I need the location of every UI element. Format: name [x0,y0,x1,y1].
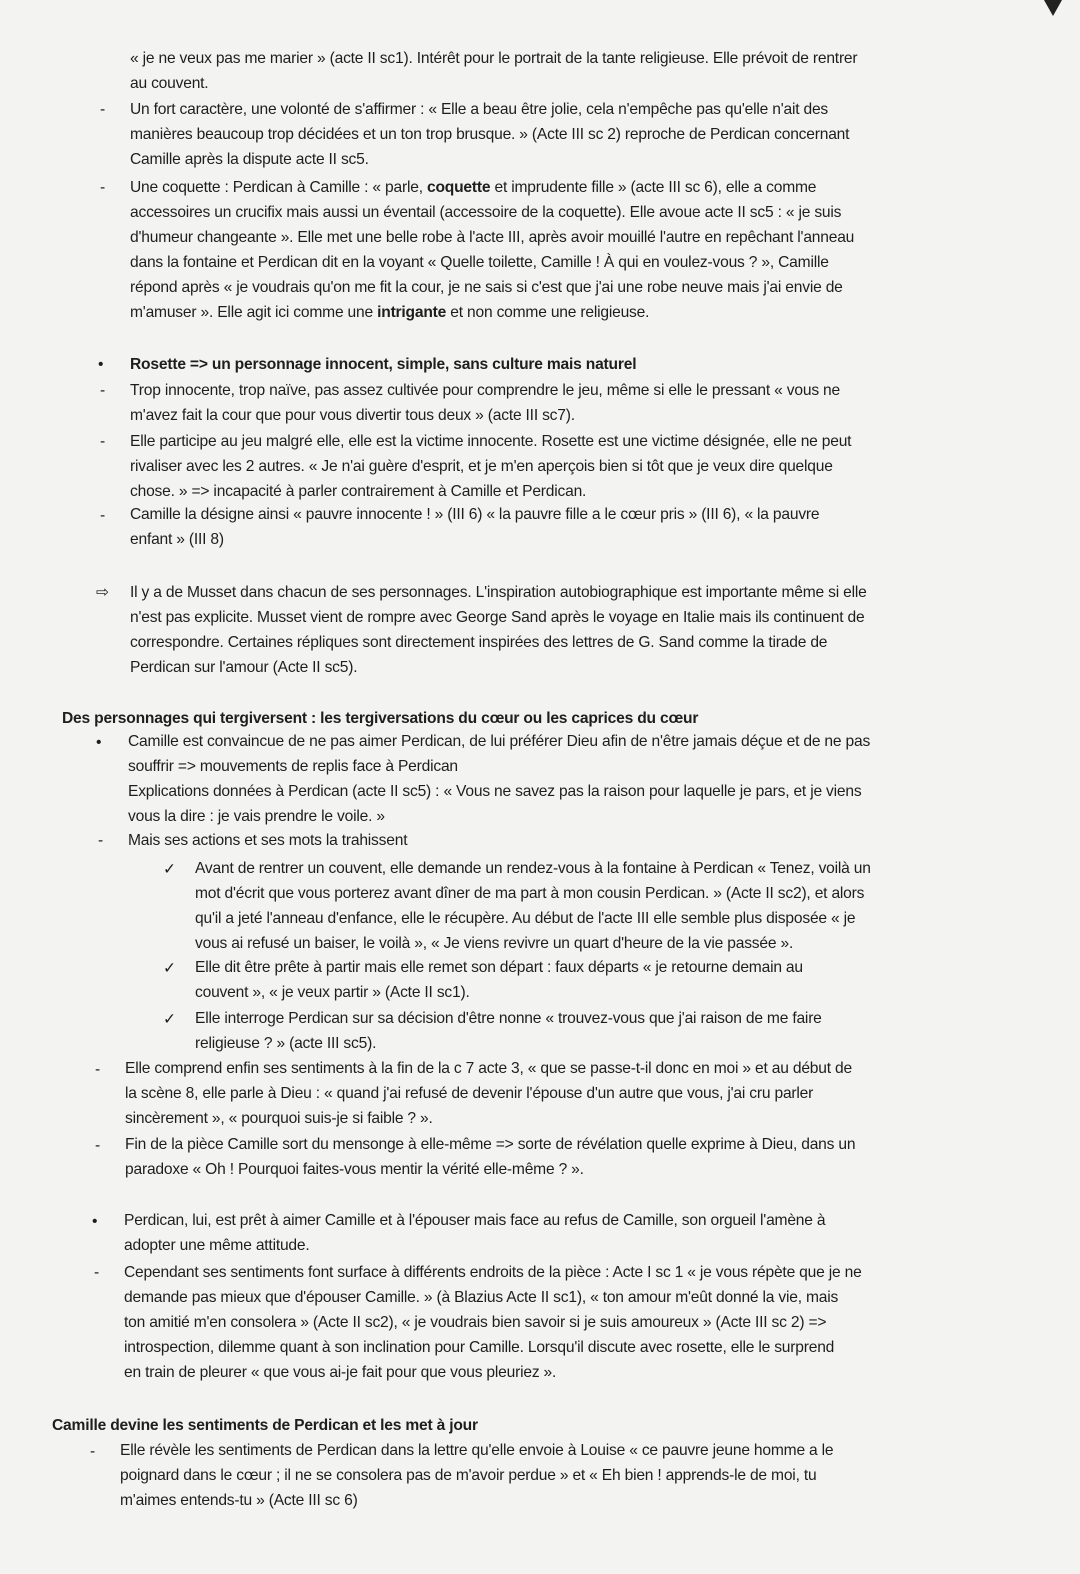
text-line: Perdican sur l'amour (Acte II sc5). [130,659,358,676]
paragraph [130,46,857,96]
text-line: religieuse ? » (acte III sc5). [195,1035,377,1052]
text-line: Mais ses actions et ses mots la trahissent [128,832,408,849]
paragraph [130,378,840,428]
dash-bullet: - [100,507,105,524]
paragraph [130,429,851,504]
text-line: ton amitié m'en consolera » (Acte II sc2), « je voudrais bien savoir si je suis amoureux » (Acte III sc 2) => [124,1314,827,1331]
text-line: « je ne veux pas me marier » (acte II sc1). Intérêt pour le portrait de la tante religieuse. Elle prévoit de rentrer [130,50,858,67]
text-line: Explications données à Perdican (acte II sc5) : « Vous ne savez pas la raison pour laquelle je pars, et je viens [128,783,862,800]
text-line: Camille après la dispute acte II sc5. [130,151,369,168]
text-line: en train de pleurer « que vous ai-je fait pour que vous pleuriez ». [124,1364,557,1381]
text-line: Camille est convaincue de ne pas aimer Perdican, de lui préférer Dieu afin de n'être jamais déçue et de ne pas [128,733,871,750]
text-line: manières beaucoup trop décidées et un ton trop brusque. » (Acte III sc 2) reproche de Perdican concernant [130,126,850,143]
dash-bullet: - [95,1061,100,1078]
bold-text: intrigante [377,304,447,321]
check-icon: ✓ [163,960,176,977]
dash-bullet: - [90,1443,95,1460]
text-line: m'aimes entends-tu » (Acte III sc 6) [120,1492,358,1509]
paragraph [130,175,854,325]
dash-bullet: - [100,179,105,196]
dash-bullet: - [95,1137,100,1154]
section-heading [52,1413,478,1438]
paragraph [125,1057,852,1132]
text-line: au couvent. [130,75,209,92]
text-line: m'avez fait la cour que pour vous divertir tous deux » (acte III sc7). [130,407,575,424]
text-line: souffrir => mouvements de replis face à Perdican [128,758,458,775]
text: et non comme une religieuse. [446,304,650,321]
text-line [130,300,854,325]
round-bullet: • [98,356,104,373]
paragraph [130,97,849,172]
text-line: Elle dit être prête à partir mais elle remet son départ : faux départs « je retourne demain au [195,959,803,976]
text-line: accessoires un crucifix mais aussi un éventail (accessoire de la coquette). Elle avoue acte II sc5 : « je suis [130,204,842,221]
round-bullet: • [96,734,102,751]
round-bullet: • [92,1213,98,1230]
text-line: Avant de rentrer un couvent, elle demande un rendez-vous à la fontaine à Perdican « Tenez, voilà un [195,860,871,877]
text-line: Il y a de Musset dans chacun de ses personnages. L'inspiration autobiographique est importante même si elle [130,584,867,601]
text-line: Elle interroge Perdican sur sa décision d'être nonne « trouvez-vous que j'ai raison de me faire [195,1010,822,1027]
text-line: répond après « je voudrais qu'on me fit la cour, je ne sais si c'est que j'ai une robe neuve mais j'ai envie de [130,279,843,296]
dash-bullet: - [100,433,105,450]
paragraph [195,1007,822,1057]
text-line: mot d'écrit que vous porterez avant dîner de ma part à mon cousin Perdican. » (Acte II sc2), et alors [195,885,865,902]
text-line: Elle participe au jeu malgré elle, elle est la victime innocente. Rosette est une victime désignée, elle ne peut [130,433,852,450]
text-line: Un fort caractère, une volonté de s'affirmer : « Elle a beau être jolie, cela n'empêche pas qu'elle n'ait des [130,101,829,118]
paragraph [195,857,871,957]
dash-bullet: - [100,382,105,399]
text: et imprudente fille » (acte III sc 6), elle a comme [490,179,817,196]
dash-bullet: - [98,832,103,849]
text-line: chose. » => incapacité à parler contrairement à Camille et Perdican. [130,483,587,500]
paragraph [128,828,407,853]
text-line: Perdican, lui, est prêt à aimer Camille et à l'épouser mais face au refus de Camille, son orgueil l'amène à [124,1212,826,1229]
text-line: Cependant ses sentiments font surface à différents endroits de la pièce : Acte I sc 1 « je vous répète que je ne [124,1264,862,1281]
dash-bullet: - [94,1264,99,1281]
page-corner-mark [1044,0,1062,16]
section-subheading [130,352,636,377]
paragraph [124,1260,862,1385]
text-line: d'humeur changeante ». Elle met une belle robe à l'acte III, après avoir mouillé l'autre en repêchant l'anneau [130,229,855,246]
text: Une coquette : Perdican à Camille : « parle, [130,179,427,196]
text-line: Elle révèle les sentiments de Perdican dans la lettre qu'elle envoie à Louise « ce pauvre jeune homme a le [120,1442,834,1459]
check-icon: ✓ [163,1011,176,1028]
dash-bullet: - [100,101,105,118]
text-line: Trop innocente, trop naïve, pas assez cultivée pour comprendre le jeu, même si elle le pressant « vous ne [130,382,840,399]
text-line: poignard dans le cœur ; il ne se consolera pas de m'avoir perdue » et « Eh bien ! apprends-le de moi, tu [120,1467,817,1484]
arrow-icon: ⇨ [96,584,109,601]
text-line: Fin de la pièce Camille sort du mensonge à elle-même => sorte de révélation quelle exprime à Dieu, dans un [125,1136,856,1153]
paragraph [124,1209,825,1259]
text: m'amuser ». Elle agit ici comme une [130,304,378,321]
text-line [130,175,854,200]
text-line: Elle comprend enfin ses sentiments à la fin de la c 7 acte 3, « que se passe-t-il donc en moi » et au début de [125,1060,852,1077]
text-line: Des personnages qui tergiversent : les tergiversations du cœur ou les caprices du cœur [62,710,699,727]
text-line: adopter une même attitude. [124,1237,310,1254]
text-line: sincèrement », « pourquoi suis-je si faible ? ». [125,1110,433,1127]
text-line: dans la fontaine et Perdican dit en la voyant « Quelle toilette, Camille ! À qui en voulez-vous ? », Camille [130,254,829,271]
paragraph [125,1133,855,1183]
text-line: la scène 8, elle parle à Dieu : « quand j'ai refusé de devenir l'épouse d'un autre que vous, j'ai cru parler [125,1085,814,1102]
text-line: paradoxe « Oh ! Pourquoi faites-vous mentir la vérité elle-même ? ». [125,1161,584,1178]
text-line: introspection, dilemme quant à son inclination pour Camille. Lorsqu'il discute avec rosette, elle le surprend [124,1339,835,1356]
text-line: n'est pas explicite. Musset vient de rompre avec George Sand après le voyage en Italie mais ils continuent de [130,609,865,626]
text-line: vous ai refusé un baiser, le voilà », « Je viens revivre un quart d'heure de la vie passée ». [195,935,794,952]
paragraph [128,730,870,830]
paragraph [130,580,867,680]
text-line: Camille la désigne ainsi « pauvre innocente ! » (III 6) « la pauvre fille a le cœur pris » (III 6), « la pauvre [130,506,820,523]
text-line: vous la dire : je vais prendre le voile. » [128,808,385,825]
text-line: rivaliser avec les 2 autres. « Je n'ai guère d'esprit, et je m'en aperçois bien si tôt que je veux dire quelque [130,458,833,475]
text-line: Rosette => un personnage innocent, simple, sans culture mais naturel [130,356,637,373]
text-line: demande pas mieux que d'épouser Camille. » (à Blazius Acte II sc1), « ton amour m'eût donné la vie, mais [124,1289,839,1306]
bold-text: coquette [426,179,491,196]
text-line: Camille devine les sentiments de Perdican et les met à jour [52,1417,478,1434]
text-line: qu'il a jeté l'anneau d'enfance, elle le récupère. Au début de l'acte III elle semble plus disposée « je [195,910,856,927]
text-line: couvent », « je veux partir » (Acte II sc1). [195,984,470,1001]
section-heading [62,706,698,731]
check-icon: ✓ [163,861,176,878]
text-line: enfant » (III 8) [130,531,224,548]
paragraph [120,1439,833,1514]
paragraph [195,956,803,1006]
text-line: correspondre. Certaines répliques sont directement inspirées des lettres de G. Sand comme la tirade de [130,634,828,651]
paragraph [130,503,819,553]
